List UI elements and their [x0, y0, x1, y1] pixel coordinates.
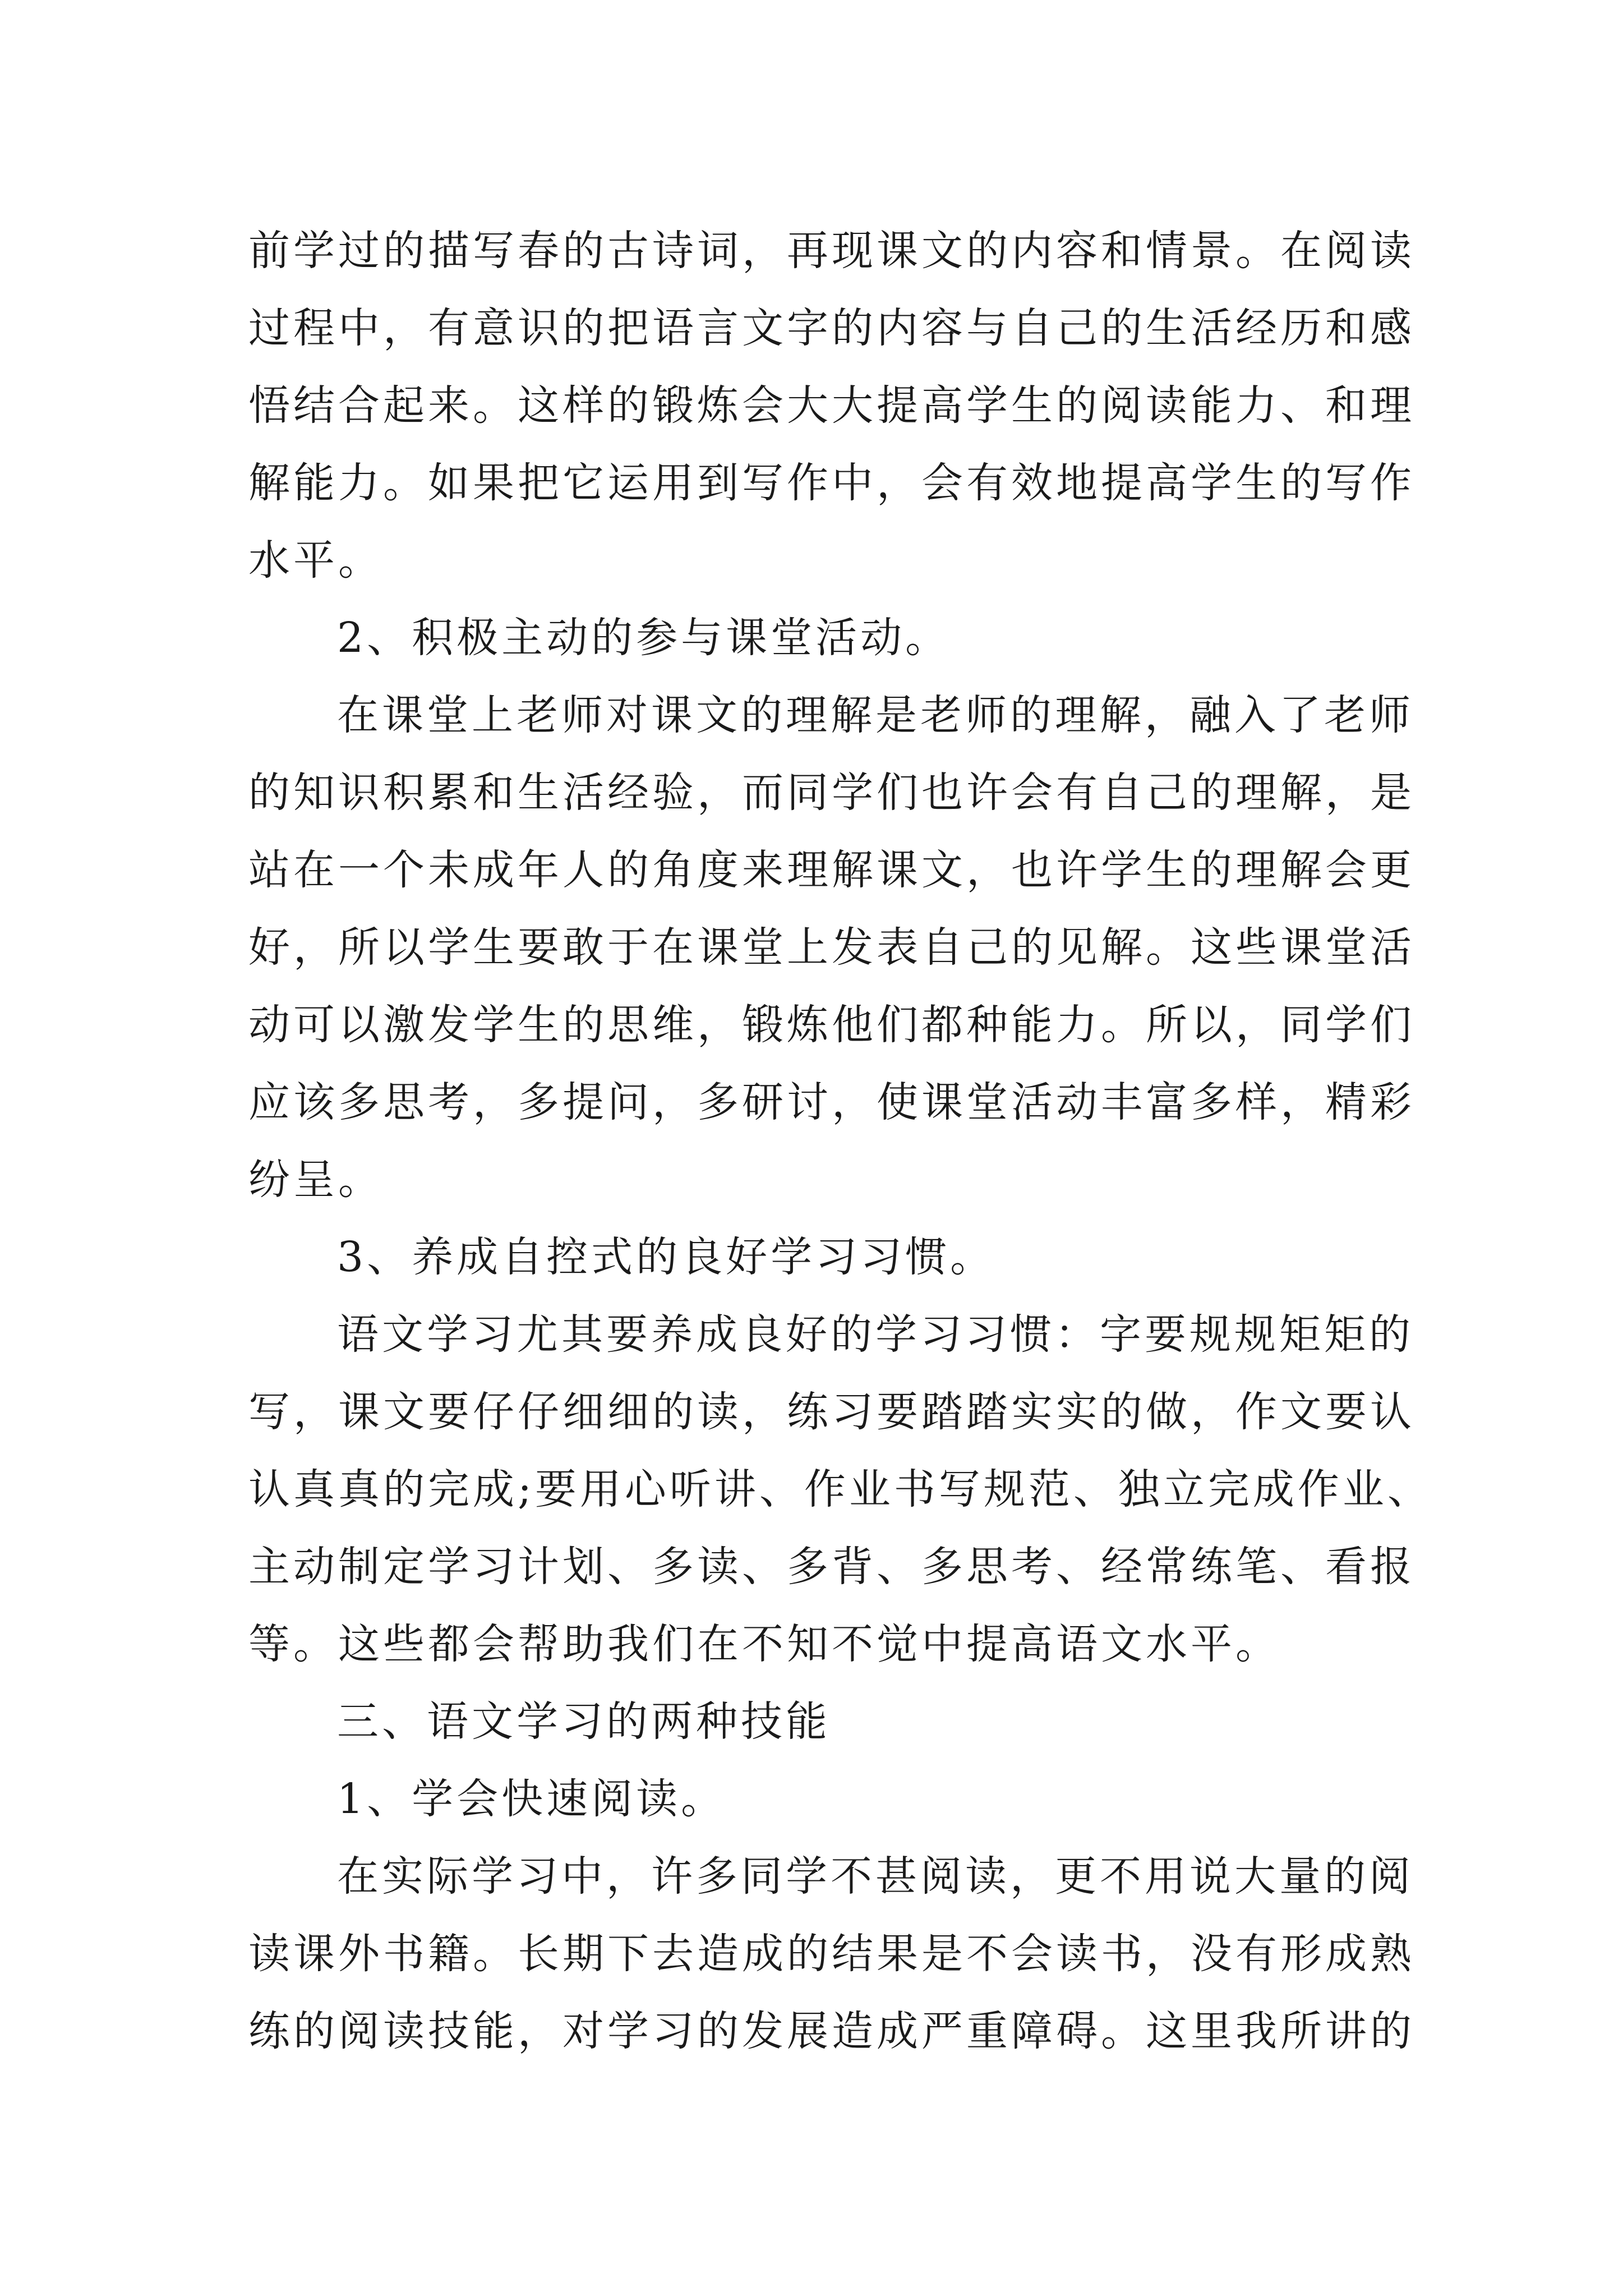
text-line: 应该多思考，多提问，多研讨，使课堂活动丰富多样，精彩: [248, 1078, 1415, 1126]
text-line: 纷呈。: [248, 1156, 383, 1204]
text-line: 动可以激发学生的思维，锻炼他们都种能力。所以，同学们: [248, 1001, 1415, 1049]
text-line: 练的阅读技能，对学习的发展造成严重障碍。这里我所讲的: [248, 2007, 1415, 2055]
body-text: [248, 212, 1432, 2070]
section-heading: 2、积极主动的参与课堂活动。: [337, 614, 951, 662]
paragraph-start: 在课堂上老师对课文的理解是老师的理解，融入了老师: [337, 691, 1414, 739]
paragraph-start: 语文学习尤其要养成良好的学习习惯：字要规规矩矩的: [337, 1310, 1414, 1359]
text-line: 过程中，有意识的把语言文字的内容与自己的生活经历和感: [248, 304, 1415, 352]
text-line: 等。这些都会帮助我们在不知不觉中提高语文水平。: [248, 1620, 1280, 1668]
paragraph-start: 在实际学习中，许多同学不甚阅读，更不用说大量的阅: [337, 1852, 1414, 1901]
text-line: 水平。: [248, 536, 383, 585]
text-line: 写，课文要仔仔细细的读，练习要踏踏实实的做，作文要认: [248, 1388, 1415, 1436]
text-line: 前学过的描写春的古诗词，再现课文的内容和情景。在阅读: [248, 227, 1415, 275]
text-line: 的知识积累和生活经验，而同学们也许会有自己的理解，是: [248, 769, 1415, 817]
section-heading: 1、学会快速阅读。: [337, 1775, 726, 1823]
chapter-heading: 三、语文学习的两种技能: [337, 1697, 831, 1746]
text-line: 站在一个未成年人的角度来理解课文，也许学生的理解会更: [248, 846, 1415, 894]
text-line: 主动制定学习计划、多读、多背、多思考、经常练笔、看报: [248, 1543, 1415, 1591]
text-line: 读课外书籍。长期下去造成的结果是不会读书，没有形成熟: [248, 1930, 1415, 1978]
text-line: 悟结合起来。这样的锻炼会大大提高学生的阅读能力、和理: [248, 381, 1415, 430]
text-line: 认真真的完成;要用心听讲、作业书写规范、独立完成作业、: [248, 1465, 1432, 1513]
section-heading: 3、养成自控式的良好学习习惯。: [337, 1233, 995, 1281]
text-line: 好，所以学生要敢于在课堂上发表自己的见解。这些课堂活: [248, 923, 1415, 972]
text-line: 解能力。如果把它运用到写作中，会有效地提高学生的写作: [248, 459, 1415, 507]
